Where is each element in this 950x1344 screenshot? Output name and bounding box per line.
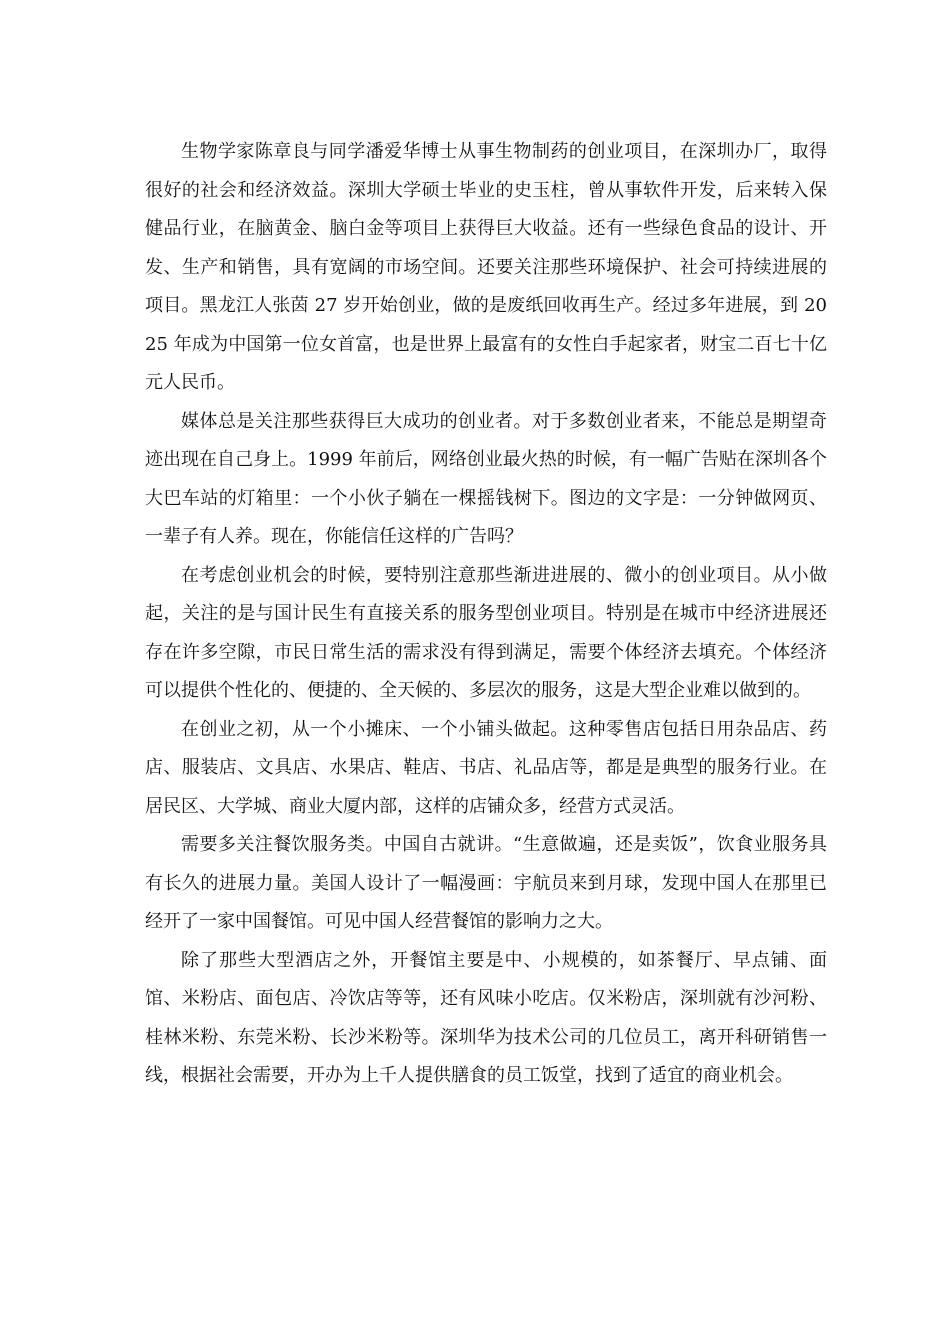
paragraph-biotech-projects: 生物学家陈章良与同学潘爱华博士从事生物制药的创业项目，在深圳办厂，取得很好的社会和经济效益。深圳大学硕士毕业的史玉柱，曾从事软件开发，后来转入保健品行业，在脑黄金、脑白金等项目上获得巨大收益。还有一些绿色食品的设计、开发、生产和销售，具有宽阔的市场空间。还要关注那些环境保护、社会可持续进展的项目。黑龙江人张茵 27 岁开始创业，做的是废纸回收再生产。经过多年进展，到 2025 年成为中国第一位女首富，也是世界上最富有的女性白手起家者，财宝二百七十亿元人民币。: [145, 141, 827, 393]
paragraph-restaurants: 除了那些大型酒店之外，开餐馆主要是中、小规模的，如茶餐厅、早点铺、面馆、米粉店、面包店、冷饮店等等，还有风味小吃店。仅米粉店，深圳就有沙河粉、桂林米粉、东莞米粉、长沙米粉等。深圳华为技术公司的几位员工，离开科研销售一线，根据社会需要，开办为上千人提供膳食的员工饭堂，找到了适宜的商业机会。: [145, 949, 827, 1086]
paragraph-small-projects: 在考虑创业机会的时候，要特别注意那些渐进进展的、微小的创业项目。从小做起，关注的是与国计民生有直接关系的服务型创业项目。特别是在城市中经济进展还存在许多空隙，市民日常生活的需求没有得到满足，需要个体经济去填充。个体经济可以提供个性化的、便捷的、全天候的、多层次的服务，这是大型企业难以做到的。: [145, 564, 827, 701]
paragraph-media-success: 媒体总是关注那些获得巨大成功的创业者。对于多数创业者来，不能总是期望奇迹出现在自己身上。1999 年前后，网络创业最火热的时候，有一幅广告贴在深圳各个大巴车站的灯箱里：一个小伙子躺在一棵摇钱树下。图边的文字是：一分钟做网页、一辈子有人养。现在，你能信任这样的广告吗？: [145, 410, 827, 547]
paragraph-retail-shops: 在创业之初，从一个小摊床、一个小铺头做起。这种零售店包括日用杂品店、药店、服装店、文具店、水果店、鞋店、书店、礼品店等，都是是典型的服务行业。在居民区、大学城、商业大厦内部，这样的店铺众多，经营方式灵活。: [145, 718, 827, 817]
paragraph-food-service: 需要多关注餐饮服务类。中国自古就讲。“生意做遍，还是卖饭”，饮食业服务具有长久的进展力量。美国人设计了一幅漫画：宇航员来到月球，发现中国人在那里已经开了一家中国餐馆。可见中国人经营餐馆的影响力之大。: [145, 834, 827, 932]
document-body: [145, 133, 827, 1096]
